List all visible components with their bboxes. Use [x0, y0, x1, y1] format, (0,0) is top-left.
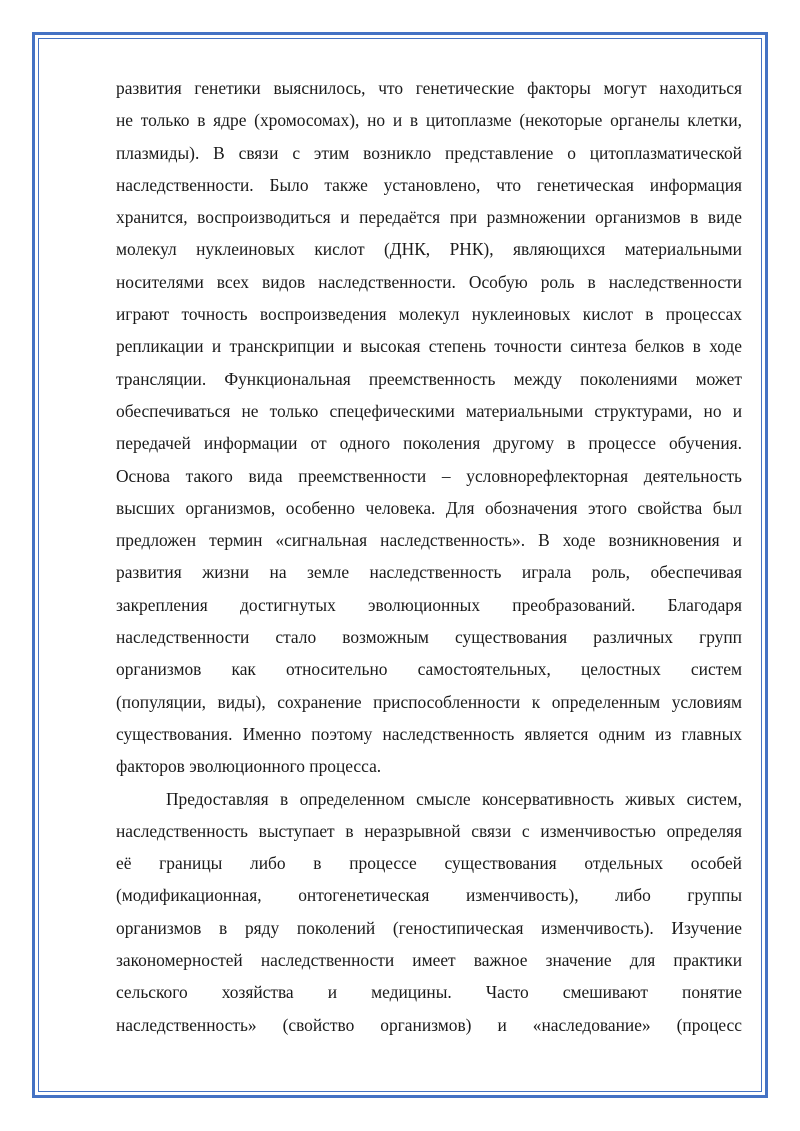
text-line: обеспечиваться не только спецефическими материальными структурами, но и — [116, 400, 742, 421]
text-line: высших организмов, особенно человека. Для обозначения этого свойства был — [116, 497, 742, 518]
text-line: факторов эволюционного процесса. — [116, 756, 382, 777]
text-line: (модификационная, онтогенетическая изменчивость), либо группы — [116, 885, 742, 906]
document-body — [116, 72, 742, 1041]
text-line: носителями всех видов наследственности. Особую роль в наследственности — [116, 271, 742, 292]
text-line: плазмиды). В связи с этим возникло представление о цитоплазматической — [116, 142, 742, 163]
text-line: не только в ядре (хромосомах), но и в цитоплазме (некоторые органелы клетки, — [116, 110, 742, 131]
text-line: (популяции, виды), сохранение приспособленности к определенным условиям — [116, 691, 742, 712]
paragraph-1 — [116, 72, 742, 783]
text-line: наследственности. Было также установлено, что генетическая информация — [116, 174, 742, 195]
text-line: передачей информации от одного поколения другому в процессе обучения. — [116, 433, 742, 454]
paragraph-2 — [116, 783, 742, 1041]
text-line: Основа такого вида преемственности – условнорефлекторная деятельность — [116, 465, 742, 486]
text-line: хранится, воспроизводиться и передаётся при размножении организмов в виде — [116, 207, 742, 228]
text-line: предложен термин «сигнальная наследственность». В ходе возникновения и — [116, 530, 742, 551]
text-line: наследственности стало возможным существования различных групп — [116, 627, 742, 648]
text-line: закрепления достигнутых эволюционных преобразований. Благодаря — [116, 594, 742, 615]
text-line: развития жизни на земле наследственность играла роль, обеспечивая — [116, 562, 742, 583]
text-line: организмов в ряду поколений (геностипическая изменчивость). Изучение — [116, 917, 742, 938]
text-line: Предоставляя в определенном смысле консервативность живых систем, — [166, 788, 742, 809]
text-line: организмов как относительно самостоятельных, целостных систем — [116, 659, 742, 680]
text-line: репликации и транскрипции и высокая степень точности синтеза белков в ходе — [116, 336, 742, 357]
text-line: наследственность» (свойство организмов) и «наследование» (процесс — [116, 1014, 742, 1035]
text-line: развития генетики выяснилось, что генетические факторы могут находиться — [116, 78, 742, 98]
text-line: сельского хозяйства и медицины. Часто смешивают понятие — [116, 982, 742, 1003]
text-line: её границы либо в процессе существования отдельных особей — [116, 853, 742, 874]
text-line: наследственность выступает в неразрывной связи с изменчивостью определяя — [116, 820, 742, 841]
text-line: закономерностей наследственности имеет важное значение для практики — [116, 950, 742, 971]
text-line: молекул нуклеиновых кислот (ДНК, РНК), являющихся материальными — [116, 239, 742, 260]
text-line: существования. Именно поэтому наследственность является одним из главных — [116, 723, 742, 744]
text-line: играют точность воспроизведения молекул нуклеиновых кислот в процессах — [116, 304, 742, 325]
text-line: трансляции. Функциональная преемственность между поколениями может — [116, 368, 742, 389]
